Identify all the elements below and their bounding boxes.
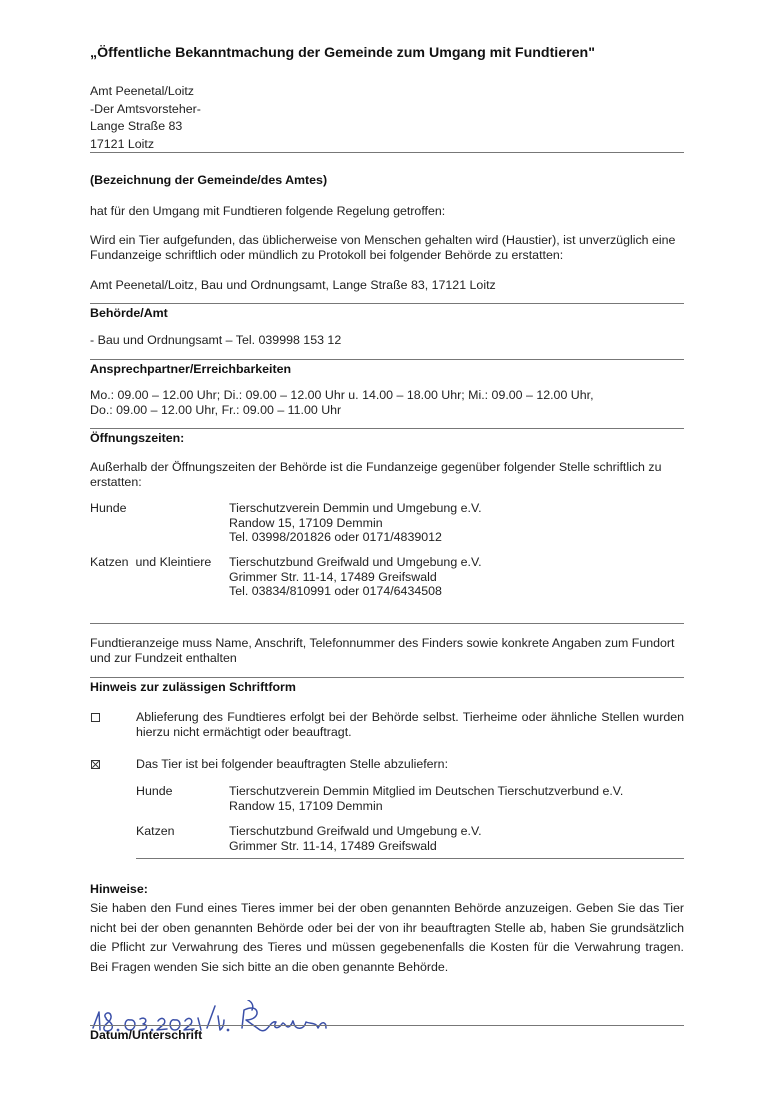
delivery-contact-dogs [136, 784, 696, 814]
checkbox-unchecked-icon[interactable] [91, 713, 100, 722]
regulation-intro: hat für den Umgang mit Fundtieren folgende Regelung getroffen: [90, 204, 446, 218]
address-line: Amt Peenetal/Loitz [90, 84, 195, 98]
hours-line: Mo.: 09.00 – 12.00 Uhr; Di.: 09.00 – 12.00 Uhr u. 14.00 – 18.00 Uhr; Mi.: 09.00 – 12.00 Uhr, [90, 388, 594, 402]
hours-heading: Öffnungszeiten: [90, 431, 185, 445]
contact-label: Katzen und Kleintiere [90, 555, 212, 569]
contact-heading: Ansprechpartner/Erreichbarkeiten [90, 362, 292, 376]
contact-details [229, 824, 482, 853]
contact-detail-line: Tel. 03998/201826 oder 0171/4839012 [229, 530, 442, 544]
option-delegated-text: Das Tier ist bei folgender beauftragten Stelle abzuliefern: [136, 757, 449, 771]
outside-hours-text: Außerhalb der Öffnungszeiten der Behörde ist die Fundanzeige gegenüber folgender Stelle schriftlich zu erstatten: [90, 460, 662, 489]
regulation-text: Wird ein Tier aufgefunden, das üblicherweise von Menschen gehalten wird (Haustier), ist unverzüglich eine Fundanzeige schriftlich oder mündlich zu Protokoll bei folgender Behörde zu erstatten: [90, 233, 676, 262]
authority-line: Amt Peenetal/Loitz, Bau und Ordnungsamt, Lange Straße 83, 17121 Loitz [90, 278, 496, 292]
document-title: „Öffentliche Bekanntmachung der Gemeinde zum Umgang mit Fundtieren" [90, 45, 595, 61]
contact-detail-line: Randow 15, 17109 Demmin [229, 515, 383, 530]
checkbox-checked-icon[interactable] [91, 760, 100, 769]
address-block [90, 83, 201, 153]
signature-label: Datum/Unterschrift [90, 1028, 203, 1042]
address-line: 17121 Loitz [90, 136, 155, 151]
hours-line: Do.: 09.00 – 12.00 Uhr, Fr.: 09.00 – 11.00 Uhr [90, 403, 342, 417]
delivery-contact-cats [136, 824, 696, 854]
contact-label: Katzen [136, 824, 175, 838]
form-text: Fundtieranzeige muss Name, Anschrift, Telefonnummer des Finders sowie konkrete Angaben zum Fundort und zur Fundzeit enthalten [90, 636, 675, 665]
authority-heading: Behörde/Amt [90, 306, 168, 320]
contact-label: Hunde [136, 784, 173, 798]
hours-block [90, 388, 594, 418]
notes-text: Sie haben den Fund eines Tieres immer bei der oben genannten Behörde anzuzeigen. Geben Sie das Tier nicht bei der oben genannten Behörde oder bei der von ihr beauftragten Stelle ab, haben Sie grundsätzlich die Pflicht zur Verwahrung des Tieres und müssen gegebenenfalls die Kosten für die Verwahrung tragen. Bei Fragen wenden Sie sich bitte an die oben genannte Behörde. [90, 901, 684, 974]
contact-detail-line: Grimmer Str. 11-14, 17489 Greifswald [229, 838, 437, 853]
municipality-heading: (Bezeichnung der Gemeinde/des Amtes) [90, 173, 328, 187]
contact-detail-line: Tierschutzverein Demmin Mitglied im Deutschen Tierschutzverbund e.V. [229, 784, 624, 798]
contact-detail-line: Grimmer Str. 11-14, 17489 Greifswald [229, 569, 437, 584]
divider [90, 1025, 684, 1026]
address-line: Lange Straße 83 [90, 119, 183, 133]
contact-details [229, 501, 482, 545]
contact-details [229, 784, 623, 813]
address-line: -Der Amtsvorsteher- [90, 101, 201, 116]
contact-detail-line: Tel. 03834/810991 oder 0174/6434508 [229, 584, 442, 598]
contact-detail-line: Randow 15, 17109 Demmin [229, 798, 383, 813]
divider [90, 359, 684, 360]
option-self-delivery-text: Ablieferung des Fundtieres erfolgt bei der Behörde selbst. Tierheime oder ähnliche Stellen wurden hierzu nicht ermächtigt oder beauftragt. [136, 710, 684, 739]
contact-label: Hunde [90, 501, 127, 515]
divider [90, 677, 684, 678]
contact-line: - Bau und Ordnungsamt – Tel. 039998 153 12 [90, 333, 342, 347]
divider [90, 152, 684, 153]
outside-contact-dogs [90, 501, 690, 546]
notes-heading: Hinweise: [90, 882, 148, 896]
divider [90, 303, 684, 304]
contact-detail-line: Tierschutzbund Greifwald und Umgebung e.V. [229, 824, 482, 838]
divider [90, 428, 684, 429]
contact-detail-line: Tierschutzverein Demmin und Umgebung e.V. [229, 501, 482, 515]
form-heading: Hinweis zur zulässigen Schriftform [90, 680, 296, 694]
divider [136, 858, 684, 859]
divider [90, 623, 684, 624]
contact-details [229, 555, 482, 599]
contact-detail-line: Tierschutzbund Greifwald und Umgebung e.V. [229, 555, 482, 569]
outside-contact-cats [90, 555, 690, 600]
